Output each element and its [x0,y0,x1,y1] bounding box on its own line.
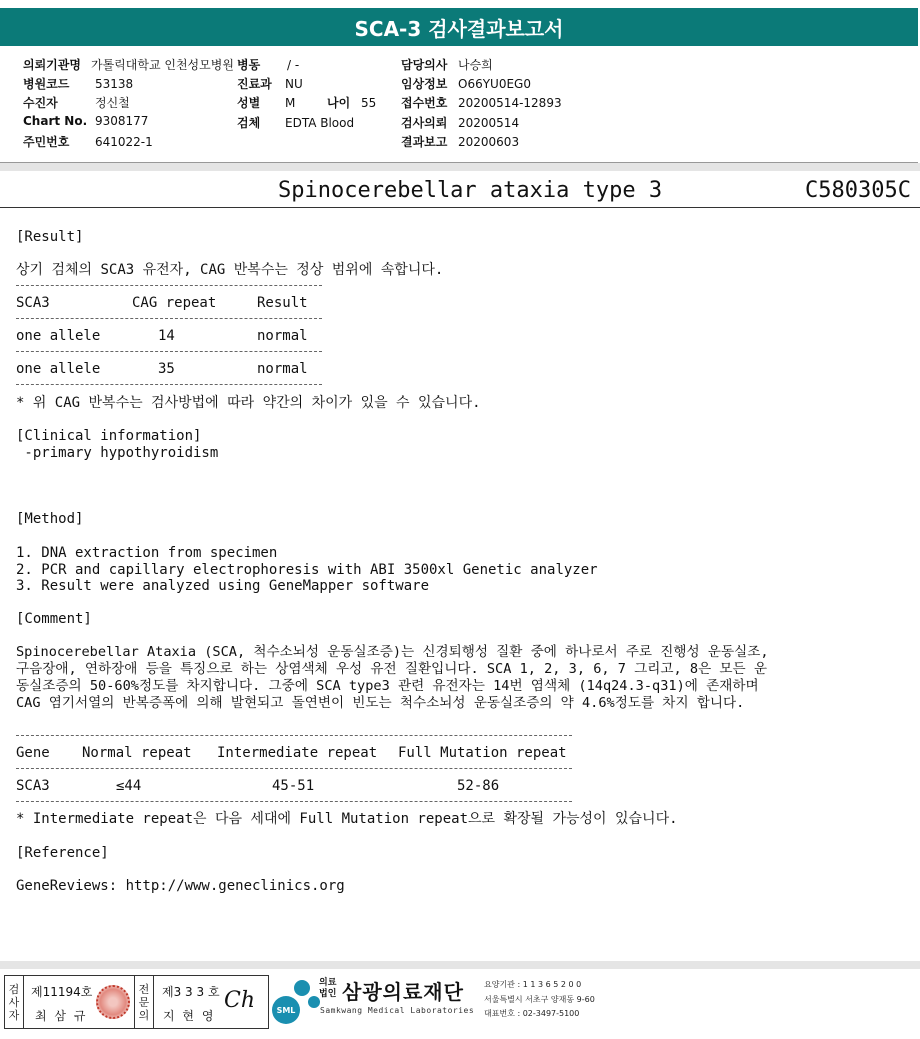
info-receipt-no [401,94,562,111]
comment-heading: [Comment] [16,611,92,627]
comment-line: 동실조증의 50-60%정도를 차지합니다. 그중에 SCA type3 관련 유전자는 14번 염색체 (14q24.3-q31)에 존재하며 [16,678,759,694]
test-name: Spinocerebellar ataxia type 3 [278,178,663,203]
logo-mark-icon [294,980,310,996]
result-heading: [Result] [16,229,84,245]
lab-name-english: Samkwang Medical Laboratories [320,1006,475,1015]
signature-scribble: Ch [224,988,256,1013]
table-divider [16,384,322,385]
info-label: 병원코드 [23,77,70,91]
lab-logo [272,974,595,1029]
label-char: 문 [138,995,150,1009]
info-doctor [401,56,493,73]
col-intermediate-repeat: Intermediate repeat [217,745,378,761]
table-divider [16,801,572,802]
method-item: 1. DNA extraction from specimen [16,545,278,561]
institution-code: 요양기관 : 1 1 3 6 5 2 0 0 [484,980,582,989]
method-item: 3. Result were analyzed using GeneMapper software [16,578,430,594]
label-char: 전 [138,982,150,996]
info-ward [237,56,299,73]
table-row-allele: one allele [16,328,101,344]
col-result: Result [257,295,308,311]
specialist-label [134,976,154,1028]
label-char: 의 [138,1008,150,1022]
info-report-date [401,133,519,150]
info-value: EDTA Blood [285,116,355,130]
info-value: / - [287,58,300,72]
info-department [237,75,303,92]
col-gene: SCA3 [16,295,50,311]
divider-strip [0,163,920,171]
info-value: M [285,96,296,110]
info-label: 의뢰기관명 [23,58,81,72]
table-divider [16,351,322,352]
clinical-text: -primary hypothyroidism [16,445,219,461]
info-patient-name [23,94,130,111]
patient-info-header [0,46,918,163]
info-sex [237,94,295,111]
reference-text: GeneReviews: http://www.geneclinics.org [16,878,345,894]
info-label: 담당의사 [401,58,448,72]
info-label: 주민번호 [23,135,70,149]
table-cell-full: 52-86 [457,778,500,794]
mutation-note: * Intermediate repeat은 다음 세대에 Full Mutation repeat으로 확장될 가능성이 있습니다. [16,811,678,827]
table-divider [16,285,322,286]
info-value: 9308177 [95,114,149,128]
info-chart-no [23,114,148,128]
info-value: O66YU0EG0 [458,77,531,91]
result-summary: 상기 검체의 SCA3 유전자, CAG 반복수는 정상 범위에 속합니다. [16,262,444,278]
specialist-name: 지 현 영 [163,1009,216,1023]
info-value: 641022-1 [95,135,153,149]
signature-box [4,975,269,1029]
logo-corp-label [319,978,336,1000]
label-char: 사 [8,995,20,1009]
logo-corp-line: 법인 [319,989,337,999]
reference-heading: [Reference] [16,845,109,861]
info-value: 20200603 [458,135,520,149]
examiner-license: 제11194호 [31,985,93,999]
info-label: 결과보고 [401,135,448,149]
info-clinical [401,75,531,92]
table-cell-repeat: 35 [158,361,175,377]
label-char: 자 [8,1008,20,1022]
info-value: 53138 [95,77,134,91]
info-label: 진료과 [237,77,272,91]
table-cell-repeat: 14 [158,328,175,344]
info-hospital-code [23,75,133,92]
clinical-heading: [Clinical information] [16,428,202,444]
info-specimen [237,114,354,131]
info-label: 병동 [237,58,261,72]
col-cag-repeat: CAG repeat [132,295,217,311]
logo-badge: SML [272,996,300,1024]
comment-line: CAG 염기서열의 반복증폭에 의해 발현되고 돌연변이 빈도는 척수소뇌성 운동실조증의 약 4.6%정도를 차지 합니다. [16,695,745,711]
col-full-mutation-repeat: Full Mutation repeat [398,745,567,761]
result-table-header [16,295,50,311]
table-cell-gene: SCA3 [16,778,50,794]
institution-address: 서울특별시 서초구 양재동 9-60 [484,995,595,1004]
info-value: 55 [361,96,377,110]
info-label: Chart No. [23,114,88,128]
info-value: 정신철 [95,96,130,110]
col-gene: Gene [16,745,50,761]
table-divider [16,318,322,319]
comment-line: Spinocerebellar Ataxia (SCA, 척수소뇌성 운동실조증)는 신경퇴행성 질환 중에 하나로서 주로 진행성 운동실조, [16,644,769,660]
footer-divider-strip [0,961,920,969]
info-label: 검체 [237,116,261,130]
report-title: SCA-3 검사결과보고서 [0,8,918,46]
info-age [327,94,376,111]
col-normal-repeat: Normal repeat [82,745,192,761]
method-heading: [Method] [16,511,84,527]
info-value: 20200514 [458,116,520,130]
info-value: 나승희 [458,58,493,72]
title-underline [0,207,920,208]
table-divider [16,735,572,736]
info-label: 검사의뢰 [401,116,448,130]
info-label: 나이 [327,96,351,110]
info-label: 임상정보 [401,77,448,91]
result-note: * 위 CAG 반복수는 검사방법에 따라 약간의 차이가 있을 수 있습니다. [16,395,481,411]
info-request-date [401,114,519,131]
info-label: 성별 [237,96,261,110]
info-label: 접수번호 [401,96,448,110]
table-cell-result: normal [257,361,308,377]
info-resident-no [23,133,153,150]
info-requesting-hospital [23,56,234,73]
examiner-name: 최 삼 규 [35,1009,88,1023]
method-item: 2. PCR and capillary electrophoresis with ABI 3500xl Genetic analyzer [16,562,598,578]
logo-corp-line: 의료 [319,978,337,988]
seal-stamp-icon [96,985,130,1019]
test-code: C580305C [805,178,911,203]
info-label: 수진자 [23,96,58,110]
table-cell-result: normal [257,328,308,344]
table-row-allele: one allele [16,361,101,377]
comment-line: 구음장애, 연하장애 등을 특징으로 하는 상염색체 우성 유전 질환입니다. SCA 1, 2, 3, 6, 7 그리고, 8은 모든 운 [16,661,767,677]
info-value: NU [285,77,303,91]
table-cell-normal: ≤44 [116,778,142,794]
institution-phone: 대표번호 : 02-3497-5100 [484,1009,580,1018]
label-char: 검 [8,982,20,996]
table-cell-intermediate: 45-51 [272,778,315,794]
specialist-license: 제3 3 3 호 [162,985,220,999]
info-value: 가톨릭대학교 인천성모병원 [91,58,234,72]
table-divider [16,768,572,769]
lab-name: 삼광의료재단 [342,980,464,1004]
examiner-label [5,976,24,1028]
info-value: 20200514-12893 [458,96,562,110]
